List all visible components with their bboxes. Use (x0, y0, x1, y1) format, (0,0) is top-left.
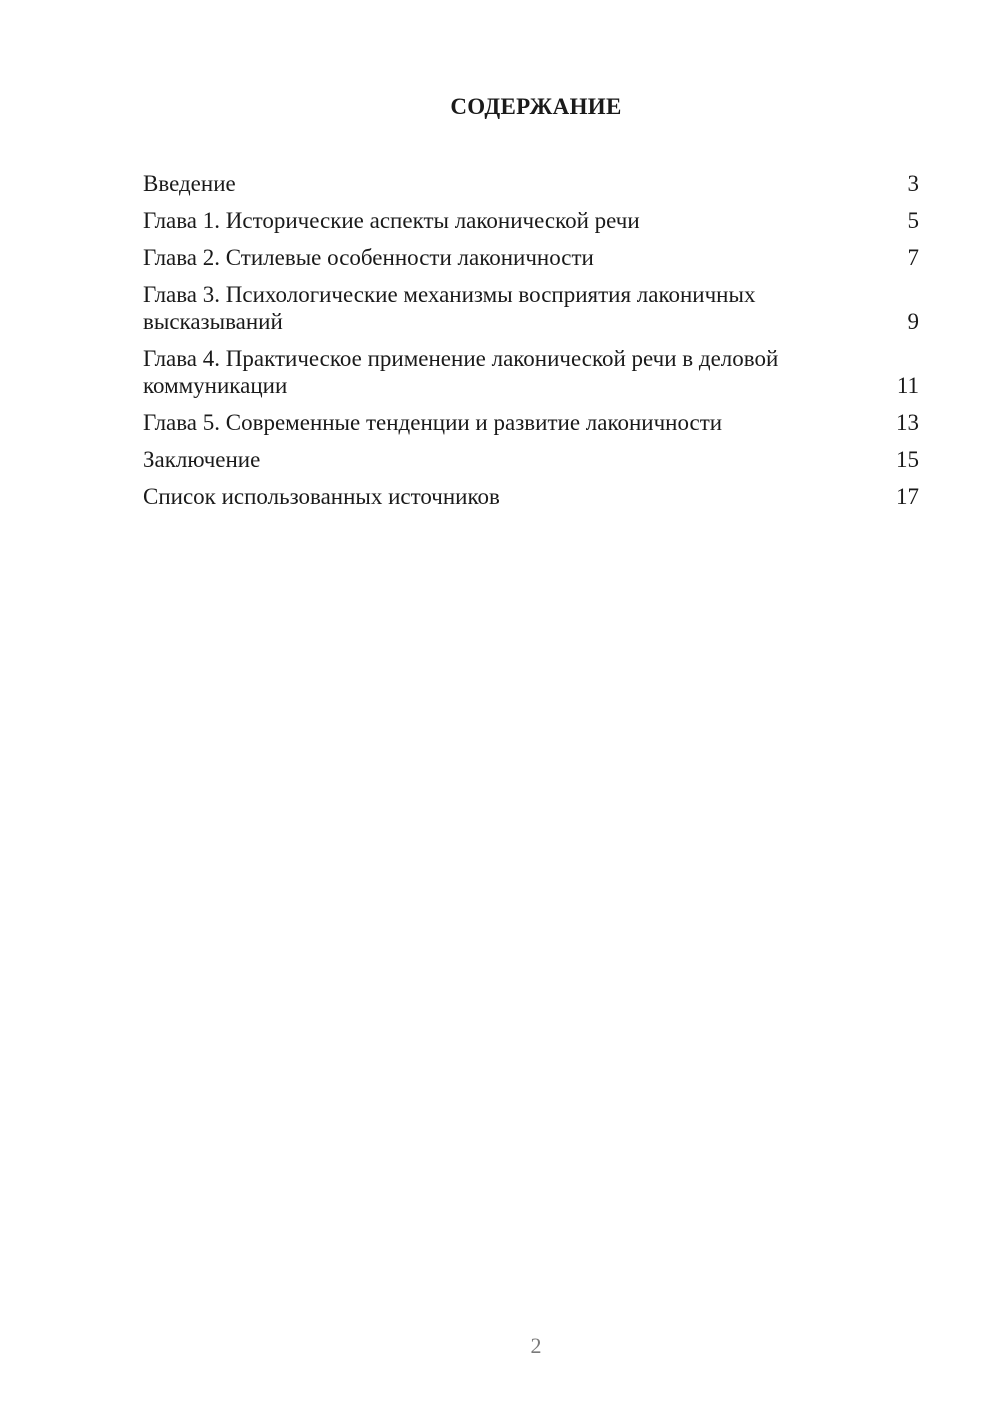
toc-entry-page: 3 (907, 171, 919, 196)
toc-entry-title: Глава 4. Практическое применение лаконической речи в деловой коммуникации (143, 346, 779, 398)
page-number: 2 (530, 1333, 542, 1358)
toc-entry-chapter-1 (143, 207, 919, 234)
toc-entry-references (143, 483, 919, 510)
toc-entry-page: 13 (896, 410, 919, 435)
page-title: СОДЕРЖАНИЕ (450, 94, 622, 119)
toc-entry-page: 17 (896, 484, 919, 509)
toc-entry-title: Список использованных источников (143, 484, 500, 509)
toc-entry-introduction (143, 170, 919, 197)
toc-entry-chapter-5 (143, 409, 919, 436)
toc-entry-title: Глава 1. Исторические аспекты лаконической речи (143, 208, 640, 233)
toc-entry-page: 5 (907, 208, 919, 233)
toc-entry-title: Глава 5. Современные тенденции и развитие лаконичности (143, 410, 723, 435)
toc-entry-page: 7 (907, 245, 919, 270)
toc-entry-page: 9 (907, 309, 919, 334)
toc-entry-page: 11 (896, 373, 919, 398)
table-of-contents (143, 170, 919, 520)
toc-entry-title: Глава 3. Психологические механизмы восприятия лаконичных высказываний (143, 282, 756, 334)
toc-entry-chapter-2 (143, 244, 919, 271)
toc-entry-chapter-4 (143, 345, 919, 399)
toc-entry-title: Заключение (143, 447, 261, 472)
toc-entry-title: Глава 2. Стилевые особенности лаконичности (143, 245, 594, 270)
toc-entry-title: Введение (143, 171, 236, 196)
toc-entry-conclusion (143, 446, 919, 473)
toc-entry-page: 15 (896, 447, 919, 472)
toc-entry-chapter-3 (143, 281, 919, 335)
